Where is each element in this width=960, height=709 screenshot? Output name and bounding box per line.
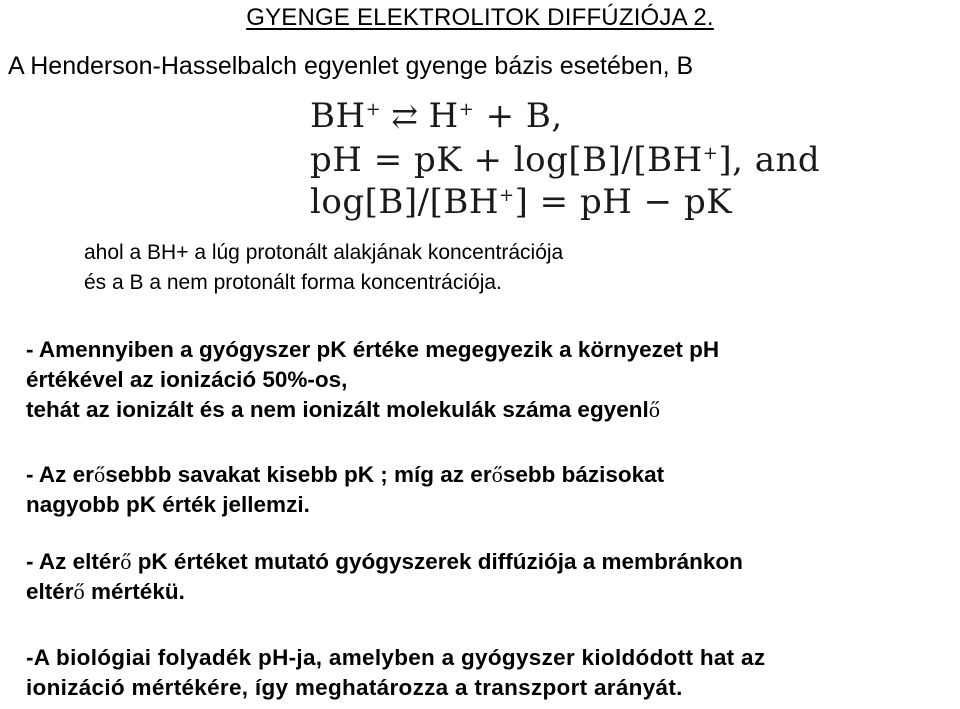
text-run: mértékü. xyxy=(84,579,185,604)
text-run: ő xyxy=(120,549,132,574)
paragraph-line: - Amennyiben a gyógyszer pK értéke megegyezik a környezet pH xyxy=(26,337,720,362)
text-run: eltér xyxy=(26,579,74,604)
paragraph-line: ionizáció mértékére, így meghatározza a transzport arányát. xyxy=(26,675,683,700)
definition-line-1: ahol a BH+ a lúg protonált alakjának koncentrációja xyxy=(84,241,564,264)
eq2-right: ], and xyxy=(718,140,821,180)
definition-line-2: és a B a nem protonált forma koncentrációja. xyxy=(84,271,502,294)
eq2-charge: + xyxy=(702,143,719,164)
text-run: ő xyxy=(491,462,503,487)
eq1-h: H xyxy=(428,96,459,136)
text-run: - Az eltér xyxy=(26,549,121,574)
paragraph-membrane-diffusion xyxy=(26,547,743,607)
paragraph-line xyxy=(26,577,743,607)
eq1-bh-charge: + xyxy=(365,99,382,120)
eq3-charge: + xyxy=(498,185,515,206)
eq3-left: log[B]/[BH xyxy=(310,182,499,222)
paragraph-line: nagyobb pK érték jellemzi. xyxy=(26,492,310,517)
text-run: - Az er xyxy=(26,462,94,487)
paragraph-line xyxy=(26,460,664,490)
text-run: ő xyxy=(93,462,106,487)
eq1-h-charge: + xyxy=(458,99,475,120)
eq2-left: pH = pK + log[B]/[BH xyxy=(310,140,703,180)
text-run: ő xyxy=(73,579,85,604)
eq1-bh: BH xyxy=(310,96,366,136)
text-run: tehát az ionizált és a nem ionizált molekulák száma egyenl xyxy=(26,397,649,422)
log-ratio-equation xyxy=(310,182,733,222)
equilibrium-equation xyxy=(310,96,563,136)
paragraph-line xyxy=(26,395,719,425)
paragraph-biological-fluid xyxy=(26,643,765,703)
text-run: ő xyxy=(648,397,660,422)
eq3-right: ] = pH − pK xyxy=(514,182,733,222)
eq1-b: + B, xyxy=(474,96,563,136)
paragraph-strong-acids-bases xyxy=(26,460,664,520)
slide-title: GYENGE ELEKTROLITOK DIFFÚZIÓJA 2. xyxy=(246,4,714,31)
henderson-hasselbalch-equations xyxy=(310,95,830,225)
subtitle: A Henderson-Hasselbalch egyenlet gyenge bázis esetében, B xyxy=(8,52,694,80)
paragraph-line xyxy=(26,547,743,577)
text-run: pK értéket mutató gyógyszerek diffúziója a membránkon xyxy=(131,549,743,574)
text-run: sebbb savakat kisebb pK ; míg az er xyxy=(105,462,492,487)
paragraph-pk-equals-ph xyxy=(26,335,719,425)
text-run: sebb bázisokat xyxy=(502,462,665,487)
paragraph-line: értékével az ionizáció 50%-os, xyxy=(26,367,348,392)
equilibrium-arrow-icon: ⇄ xyxy=(391,97,419,135)
ph-equation xyxy=(310,140,821,180)
paragraph-line: -A biológiai folyadék pH-ja, amelyben a gyógyszer kioldódott hat az xyxy=(26,645,766,670)
